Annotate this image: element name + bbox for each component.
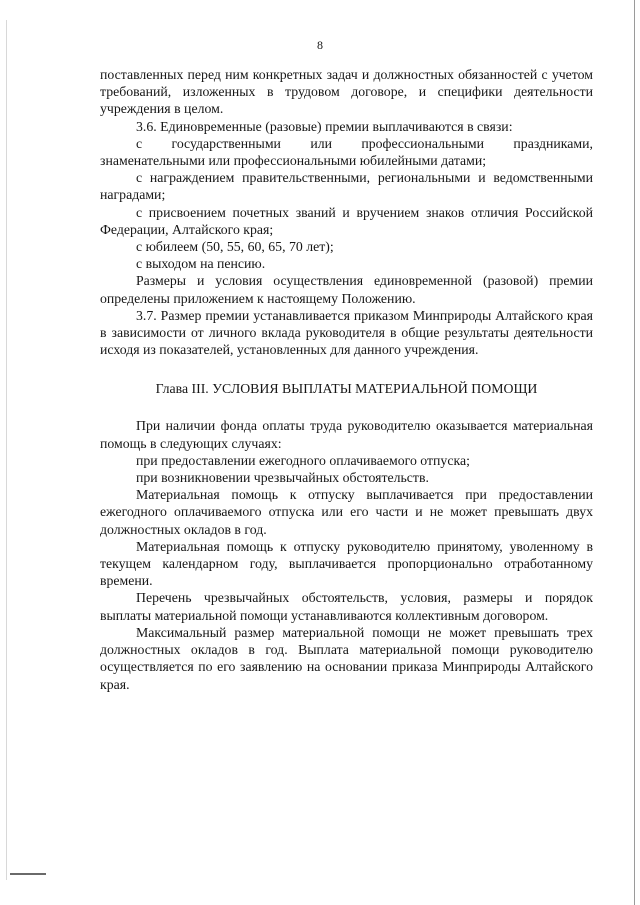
list-item-titles: с присвоением почетных званий и вручением знаков отличия Российской Федерации, Алтайского края; [100,204,593,237]
paragraph-vacation-aid: Материальная помощь к отпуску выплачивается при предоставлении ежегодного оплачиваемого отпуска или его части и не может превышать двух должностных окладов в год. [100,487,593,537]
document-body [100,66,593,693]
list-item-jubilee: с юбилеем (50, 55, 60, 65, 70 лет); [136,239,334,255]
list-item-holidays: с государственными или профессиональными праздниками, знаменательными или профессиональными юбилейными датами; [100,135,593,169]
scan-edge-left [6,20,7,880]
chapter-heading: Глава III. УСЛОВИЯ ВЫПЛАТЫ МАТЕРИАЛЬНОЙ ПОМОЩИ [155,381,538,397]
list-item-vacation: при предоставлении ежегодного оплачиваемого отпуска; [136,452,470,468]
paragraph-aid-cases: При наличии фонда оплаты труда руководителю оказывается материальная помощь в следующих случаях: [100,418,593,451]
list-item-awards: с награждением правительственными, региональными и ведомственными наградами; [100,170,593,203]
paragraph-continuation: поставленных перед ним конкретных задач и должностных обязанностей с учетом требований, изложенных в трудовом договоре, и специфики деятельности учреждения в целом. [100,67,593,117]
paragraph-proportional-aid: Материальная помощь к отпуску руководителю принятому, уволенному в текущем календарном году, выплачивается пропорционально отработанному времени. [100,538,593,589]
scan-mark-bottom [10,873,46,875]
paragraph-premium-conditions: Размеры и условия осуществления единовременной (разовой) премии определены приложением к настоящему Положению. [100,273,593,306]
paragraph-3-6: 3.6. Единовременные (разовые) премии выплачиваются в связи: [136,118,513,134]
scan-edge-right [634,0,635,905]
page-number: 8 [317,38,323,52]
paragraph-3-7: 3.7. Размер премии устанавливается приказом Минприроды Алтайского края в зависимости от личного вклада руководителя в общие результаты деятельности исходя из показателей, установленных для данного учреждения. [100,307,593,358]
paragraph-maximum-aid: Максимальный размер материальной помощи не может превышать трех должностных окладов в год. Выплата материальной помощи руководителю осуществляется по его заявлению на основании приказа Минприроды Алтайского края. [100,624,593,692]
paragraph-emergency-list: Перечень чрезвычайных обстоятельств, условия, размеры и порядок выплаты материальной помощи устанавливаются коллективным договором. [100,590,593,623]
list-item-pension: с выходом на пенсию. [136,256,266,272]
list-item-emergency: при возникновении чрезвычайных обстоятельств. [136,470,429,486]
